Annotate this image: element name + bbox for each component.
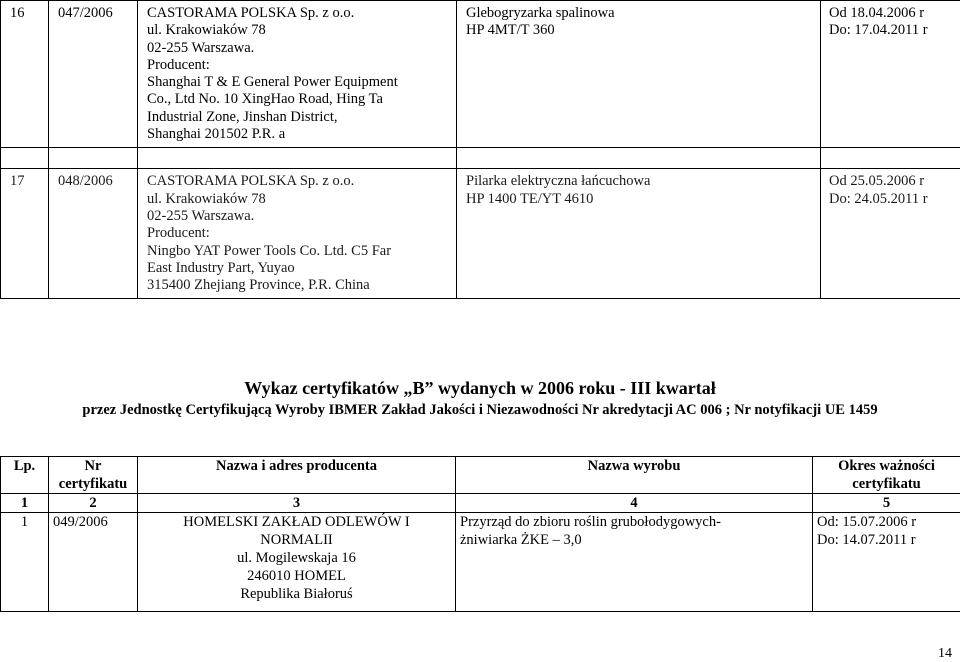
address-line: 246010 HOMEL: [142, 567, 451, 585]
lp-cell: 17: [1, 169, 49, 299]
address-line: NORMALII: [142, 531, 451, 549]
column-header-validity: [813, 457, 960, 494]
address-line: ul. Krakowiaków 78: [147, 191, 450, 208]
validity-from: Od 18.04.2006 r: [829, 5, 954, 22]
page-subtitle: przez Jednostkę Certyfikującą Wyroby IBMER Zakład Jakości i Niezawodności Nr akredytacji AC 006 ; Nr notyfikacji UE 1459: [0, 402, 960, 418]
lp-cell: 16: [1, 1, 49, 148]
product-name-cell: [457, 1, 821, 148]
column-header-lp: Lp.: [1, 457, 49, 494]
column-number: 5: [813, 494, 960, 513]
validity-cell: [821, 169, 960, 299]
table-row: [1, 1, 960, 148]
table-row: [1, 169, 960, 299]
header-line: Okres ważności: [815, 457, 958, 475]
validity-to: Do: 14.07.2011 r: [817, 531, 956, 549]
address-line: HOMELSKI ZAKŁAD ODLEWÓW I: [142, 513, 451, 531]
address-line: ul. Krakowiaków 78: [147, 22, 450, 39]
producer-address-cell: [138, 513, 456, 612]
validity-cell: [821, 1, 960, 148]
address-line: CASTORAMA POLSKA Sp. z o.o.: [147, 5, 450, 22]
table-row: [1, 513, 960, 612]
address-line: ul. Mogilewskaja 16: [142, 549, 451, 567]
validity-to: Do: 17.04.2011 r: [829, 22, 954, 39]
address-line: Co., Ltd No. 10 XingHao Road, Hing Ta: [147, 91, 450, 108]
validity-from: Od 25.05.2006 r: [829, 173, 954, 190]
header-line: Nr: [51, 457, 135, 475]
column-number: 1: [1, 494, 49, 513]
address-line: East Industry Part, Yuyao: [147, 260, 450, 277]
producer-address-cell: [138, 169, 457, 299]
address-line: Industrial Zone, Jinshan District,: [147, 109, 450, 126]
producer-address-cell: [138, 1, 457, 148]
page-title: Wykaz certyfikatów „B” wydanych w 2006 roku - III kwartał: [0, 378, 960, 398]
address-line: 315400 Zhejiang Province, P.R. China: [147, 277, 450, 294]
validity-to: Do: 24.05.2011 r: [829, 191, 954, 208]
address-line: Ningbo YAT Power Tools Co. Ltd. C5 Far: [147, 243, 450, 260]
column-number: 3: [138, 494, 456, 513]
product-line: Przyrząd do zbioru roślin grubołodygowych-: [460, 513, 808, 531]
column-number: 4: [456, 494, 813, 513]
address-line: Producent:: [147, 225, 450, 242]
header-line: certyfikatu: [815, 475, 958, 493]
product-line: HP 1400 TE/YT 4610: [466, 191, 814, 208]
certificate-number-cell: 049/2006: [49, 513, 138, 612]
address-line: 02-255 Warszawa.: [147, 40, 450, 57]
lp-cell: 1: [1, 513, 49, 612]
header-line: certyfikatu: [51, 475, 135, 493]
validity-from: Od: 15.07.2006 r: [817, 513, 956, 531]
validity-cell: [813, 513, 960, 612]
product-line: Glebogryzarka spalinowa: [466, 5, 814, 22]
column-number: 2: [49, 494, 138, 513]
column-header-certificate-number: [49, 457, 138, 494]
column-header-producer: Nazwa i adres producenta: [138, 457, 456, 494]
product-line: HP 4MT/T 360: [466, 22, 814, 39]
column-number-row: [1, 494, 960, 513]
product-line: żniwiarka ŻKE – 3,0: [460, 531, 808, 549]
certificates-table: [0, 456, 960, 612]
previous-certificates-table: [0, 0, 960, 299]
address-line: Republika Białoruś: [142, 585, 451, 603]
certificate-number-cell: 048/2006: [49, 169, 138, 299]
column-header-product: Nazwa wyrobu: [456, 457, 813, 494]
page-number: 14: [938, 646, 952, 662]
spacer-row: [1, 148, 960, 169]
address-line: Producent:: [147, 57, 450, 74]
product-name-cell: [457, 169, 821, 299]
header-row: [1, 457, 960, 494]
address-line: Shanghai T & E General Power Equipment: [147, 74, 450, 91]
product-name-cell: [456, 513, 813, 612]
product-line: Pilarka elektryczna łańcuchowa: [466, 173, 814, 190]
address-line: Shanghai 201502 P.R. a: [147, 126, 450, 143]
certificate-number-cell: 047/2006: [49, 1, 138, 148]
address-line: 02-255 Warszawa.: [147, 208, 450, 225]
address-line: CASTORAMA POLSKA Sp. z o.o.: [147, 173, 450, 190]
